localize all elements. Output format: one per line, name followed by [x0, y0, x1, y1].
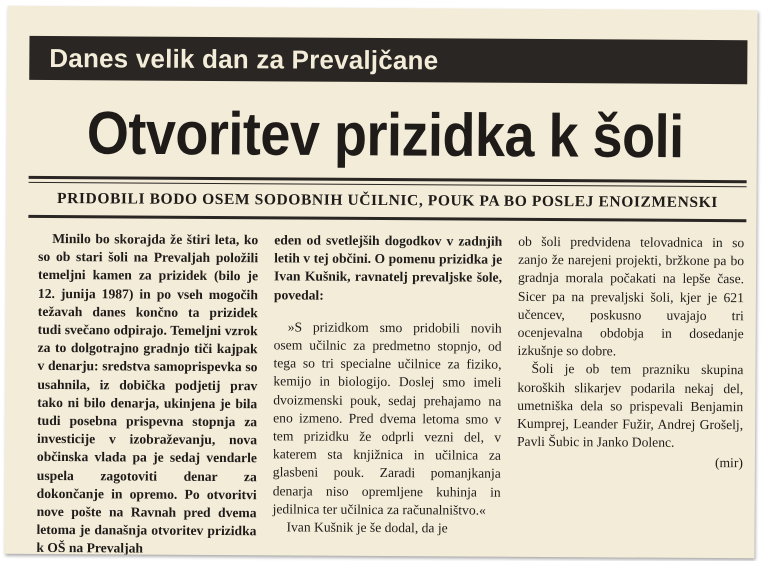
quote-paragraph: »S prizidkom smo pridobili novih osem učilnic za predmetno stopnjo, od tega so tri specialne učilnice za fiziko, kemijo in biologijo. Doslej smo imeli dvoizmenski pouk, sedaj prehajamo na eno izmeno. Pred dvema letoma smo v tem prizidku že odprli vezni del, v katerem sta knjižnica in učilnica za glasbeni pouk. Zaradi pomanjkanja denarja niso opremljene kuhinja in jedilnica ter učilnica za računalništvo.« — [272, 319, 502, 518]
body-paragraph: Ivan Kušnik je še dodal, da je — [286, 519, 448, 536]
lead-paragraph-continued: eden od svetlejših dogodkov v zadnjih letih v tej občini. O pomenu prizidka je Ivan Kušnik, ravnatelj prevaljske šole, povedal: — [273, 232, 503, 303]
body-paragraph: Šoli je ob tem prazniku skupina koroških slikarjev podarila nekaj del, umetniška dela so prispevali Benjamin Kumprej, Leander Fužir, Andrej Grošelj, Pavli Šubic in Janko Dolenc. — [516, 361, 744, 451]
kicker-banner: Danes velik dan za Prevaljčane — [29, 36, 747, 84]
article-column-2 — [272, 231, 502, 538]
rule-bottom — [28, 215, 746, 222]
article-column-1 — [36, 230, 258, 558]
headline: Otvoritev prizidka k šoli — [86, 99, 684, 171]
lead-paragraph: Minilo bo skorajda že štiri leta, ko so ob stari šoli na Prevaljah položili temeljni kamen za prizidek (bilo je 12. junija 1987) in po vseh mogočih težavah danes končno ta prizidek tudi svečano odpirajo. Temeljni vzrok za to dolgotrajno gradnjo tiči kajpak v denarju: sredstva samoprispevka so usahnila, iz dobička podjetij prav tako ni bilo denarja, ukinjena je bila tudi posebna prispevna stopnja za investicije v izobraževanju, nova občinska vlada pa je sedaj vendarle uspela zagotoviti denar za dokončanje in opremo. Po otvoritvi nove pošte na Ravnah pred dvema letoma je današnja otvoritev prizidka k OŠ na Prevaljah — [36, 230, 259, 557]
author-signature: (mir) — [714, 455, 743, 471]
subheadline: PRIDOBILI BODO OSEM SODOBNIH UČILNIC, POUK PA BO POSLEJ ENOIZMENSKI — [57, 190, 718, 212]
rule-top-thin — [29, 182, 747, 187]
body-paragraph: ob šoli predvidena telovadnica in so zanjo že narejeni projekti, bržkone pa bo gradnja morala počakati na lepše čase. Sicer pa na prevaljski šoli, kjer je 621 učencev, poskusno uvajajo tri ocenjevalna obdobja in dosedanje izkušnje so dobre. — [517, 233, 745, 359]
article-column-3 — [517, 233, 744, 473]
newspaper-clipping — [4, 6, 757, 559]
